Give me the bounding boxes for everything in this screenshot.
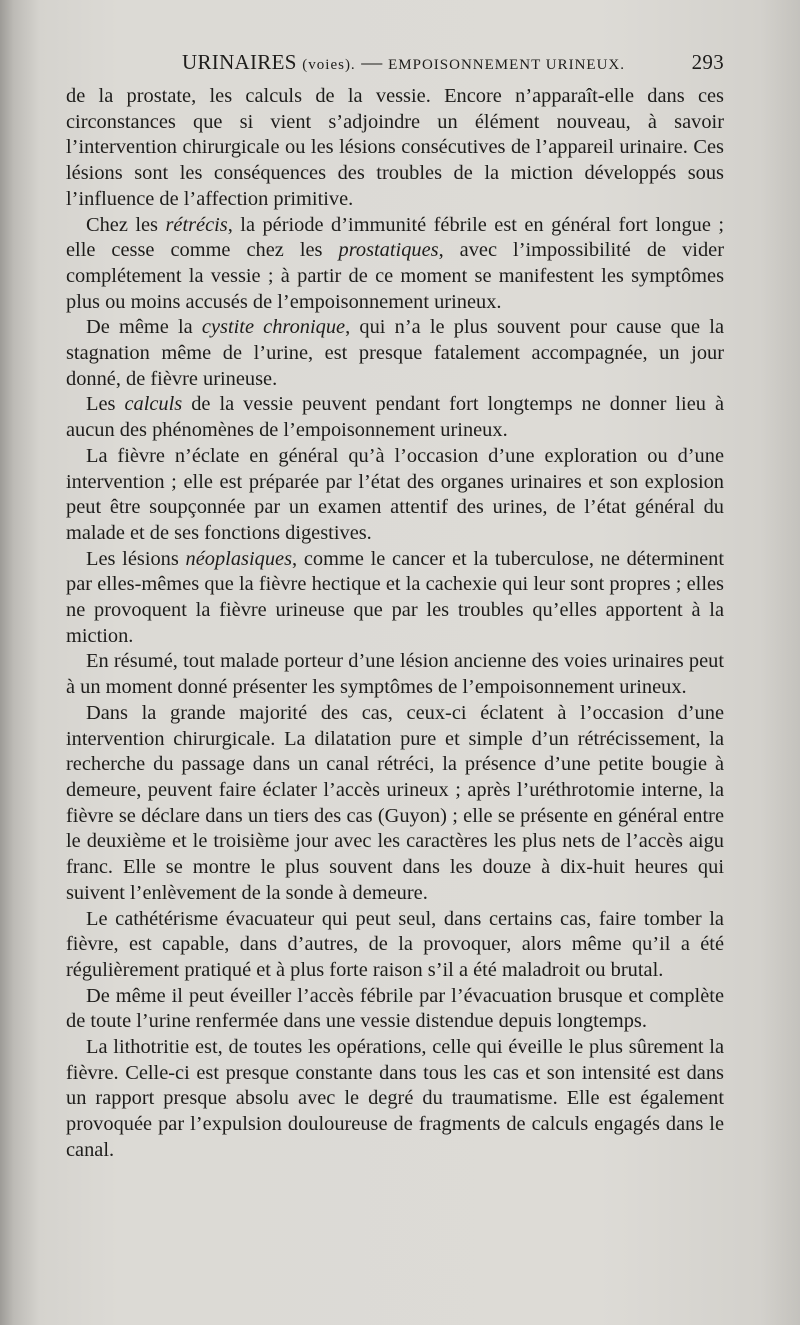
page-number: 293 bbox=[691, 50, 724, 74]
text-run: de la prostate, les calculs de la vessie. Encore n’apparaît-elle dans ces circonstances que si vient s’adjoindre un élément nouveau, à savoir l’intervention chirurgicale ou les lésions consécutives de l’appareil urinaire. Ces lésions sont les conséquences des troubles de la miction développés sous l’influence de l’affection primitive. bbox=[66, 85, 724, 210]
paragraph bbox=[66, 984, 724, 1035]
italic-term: calculs bbox=[124, 393, 183, 416]
italic-term: néoplasiques bbox=[185, 547, 293, 570]
paragraph bbox=[66, 213, 724, 316]
italic-term: rétrécis bbox=[165, 213, 228, 236]
text-run: de la vessie peuvent pendant fort longtemps ne donner lieu à aucun des phénomènes de l’empoisonnement urineux. bbox=[66, 393, 724, 442]
header-dash: — bbox=[361, 50, 383, 74]
text-run: La lithotritie est, de toutes les opérations, celle qui éveille le plus sûrement la fièvre. Celle-ci est presque constante dans tous les cas et son intensité est dans un rapport presque absolu avec le degré du traumatisme. Elle est également provoquée par l’expulsion douloureuse de fragments de calculs engagés dans le canal. bbox=[66, 1036, 724, 1161]
text-run: La fièvre n’éclate en général qu’à l’occasion d’une exploration ou d’une intervention ; elle est préparée par l’état des organes urinaires et son explosion peut être soupçonnée par un examen attentif des urines, de l’état général du malade et de ses fonctions digestives. bbox=[66, 444, 724, 544]
paragraph bbox=[66, 392, 724, 443]
paragraph bbox=[66, 547, 724, 650]
text-run: De même il peut éveiller l’accès fébrile par l’évacuation brusque et complète de toute l’urine renfermée dans une vessie distendue depuis longtemps. bbox=[66, 984, 724, 1033]
text-run: , comme le cancer et la tuberculose, ne déterminent par elles-mêmes que la fièvre hectique et la cachexie qui leur sont propres ; elles ne provoquent la fièvre urineuse que par les troubles qu’elles apportent à la miction. bbox=[66, 547, 725, 647]
paragraph bbox=[66, 315, 724, 392]
paragraph bbox=[66, 84, 724, 213]
paragraph bbox=[66, 701, 724, 907]
text-run: Dans la grande majorité des cas, ceux-ci éclatent à l’occasion d’une intervention chirurgicale. La dilatation pure et simple d’un rétrécissement, la recherche du passage dans un canal rétréci, la présence d’une petite bougie à demeure, peuvent faire éclater l’accès urineux ; après l’uréthrotomie interne, la fièvre se déclare dans un tiers des cas (Guyon) ; elle se présente en général entre le deuxième et le troisième jour avec les caractères les plus nets de l’accès aigu franc. Elle se montre le plus souvent dans les douze à dix-huit heures qui suivent l’enlèvement de la sonde à demeure. bbox=[66, 701, 724, 904]
text-run: Les bbox=[86, 393, 125, 416]
paragraph bbox=[66, 907, 724, 984]
paragraph bbox=[66, 649, 724, 700]
header-title-paren: (voies). bbox=[302, 57, 356, 73]
running-header bbox=[66, 50, 724, 80]
paragraph bbox=[66, 1035, 724, 1164]
running-title bbox=[182, 50, 625, 75]
body-text bbox=[66, 84, 724, 1164]
text-run: Chez les bbox=[86, 213, 166, 236]
italic-term: prostatiques bbox=[338, 239, 439, 262]
text-run: De même la bbox=[86, 316, 202, 339]
paragraph bbox=[66, 444, 724, 547]
text-run: , avec l’impossibilité de vider complétement la vessie ; à partir de ce moment se manifestent les symptômes plus ou moins accusés de l’empoisonnement urineux. bbox=[66, 239, 724, 313]
header-title-main: URINAIRES bbox=[182, 50, 297, 74]
text-run: , la période d’immunité fébrile est en général fort longue ; elle cesse comme chez les bbox=[66, 213, 725, 262]
italic-term: cystite chronique bbox=[201, 316, 346, 339]
text-run: Le cathétérisme évacuateur qui peut seul, dans certains cas, faire tomber la fièvre, est capable, dans d’autres, de la provoquer, alors même qu’il a été régulièrement pratiqué et à plus forte raison s’il a été maladroit ou brutal. bbox=[66, 907, 724, 981]
text-run: Les lésions bbox=[86, 547, 186, 570]
text-run: , qui n’a le plus souvent pour cause que la stagnation même de l’urine, est presque fatalement accompagnée, un jour donné, de fièvre urineuse. bbox=[66, 316, 724, 390]
text-run: En résumé, tout malade porteur d’une lésion ancienne des voies urinaires peut à un moment donné présenter les symptômes de l’empoisonnement urineux. bbox=[66, 650, 724, 699]
header-title-sub: EMPOISONNEMENT URINEUX. bbox=[388, 57, 626, 73]
